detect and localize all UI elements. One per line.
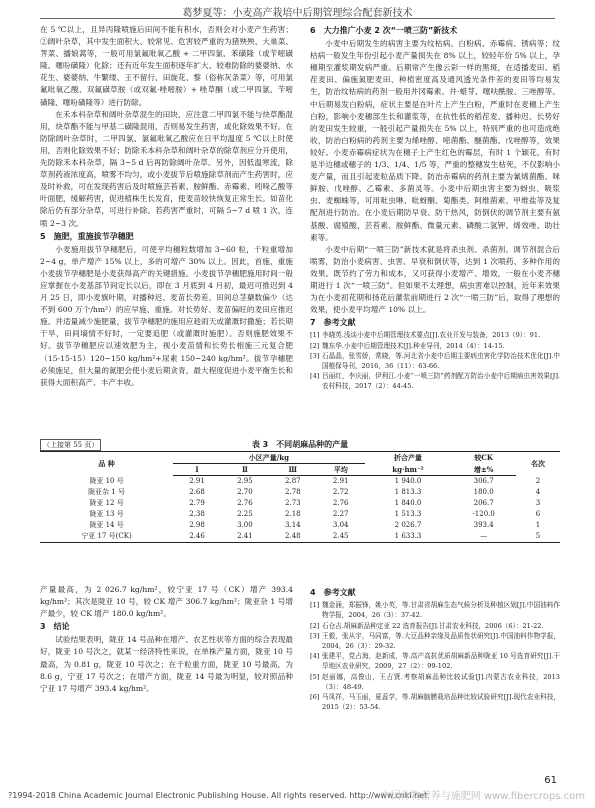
table-cell: 2.70 — [237, 488, 253, 496]
table-cell: 393.4 — [473, 521, 494, 529]
section-heading: 5 施肥，重施拔节孕穗肥 — [40, 231, 134, 241]
reference-item — [310, 672, 560, 692]
running-header: 葛梦夏等：小麦高产栽培中后期管理综合配套新技术 — [182, 8, 413, 19]
table-cell: 180.0 — [473, 488, 494, 496]
table-row — [40, 520, 560, 531]
reference-item — [310, 600, 560, 620]
table-cell: 4 — [535, 488, 541, 496]
section-heading: 6 大力推广小麦 2 次“一喷三防”新技术 — [310, 26, 458, 35]
header-rule — [40, 18, 555, 19]
reference-text: 魏金涌，郑振锋，姚小英，等.甘肃省胡麻生态气候分析及种植区划[J].中国油料作物学报，2004，26（3）：37-42. — [322, 601, 560, 620]
table-cell: 2.79 — [189, 499, 205, 507]
table-cell: 5 — [516, 531, 560, 543]
reference-text: 李晓英.浅谈小麦中后期管理技术要点[J].农业开发与装备，2013（9）：91. — [322, 331, 541, 340]
table-cell: 2.95 — [237, 477, 253, 485]
reference-number: [4] — [310, 372, 320, 381]
table-row — [40, 509, 560, 520]
table-cell: 2.98 — [189, 521, 205, 529]
table-cell: 1 940.0 — [394, 477, 422, 485]
body-paragraph: 在禾本科杂草和阔叶杂草混生的田块，应注意二甲四氯不能与炔草酯混用，炔草酯不能与甲基二磺隆混用，否则易发生药害，或化除效果不好。在防除阔叶杂草时，二甲四氯、氯氟吡氧乙酸应在日平均温度 5 ℃以上时使用，否则化除效果不好；防除禾本科杂草和阔叶杂草的除草剂应分开使用，先防除禾本科杂草，隔 3~5 d 后再防除阔叶杂草。另外，因低温寒流，除草剂药液浓度高，喷雾不均匀，或小麦拔节后喷施除草剂而产生药害时，应及时补救，可在发现药害后及时喷施芸苔素、胺鲜酯、赤霉素、吲哚乙酸等叶面肥，缓解药害，促进植株生长发育，使麦苗较快恢复正常生长。如苗化除后仍有部分杂草，可进行补除。若药害严重时，可隔 5~7 d 喷 1 次，连喷 2~3 次。 — [40, 109, 293, 228]
table-cell: 1 813.3 — [394, 488, 422, 496]
reference-item — [310, 371, 560, 391]
col-yield-unit: kg·hm⁻² — [365, 464, 452, 476]
table-cell: 2.25 — [237, 510, 253, 518]
reference-number: [3] — [310, 351, 320, 360]
table-cell: 陇亚 13 号 — [89, 510, 124, 518]
table-cell: 2.48 — [269, 531, 317, 543]
table-cell: 2.73 — [285, 499, 301, 507]
col-rep-1: Ⅰ — [173, 464, 221, 476]
table-cell: 306.7 — [473, 477, 494, 485]
table-row — [40, 531, 560, 543]
table-cell: 2.45 — [317, 531, 365, 543]
reference-number: [2] — [310, 621, 320, 630]
table-cell: 陇亚 10 号 — [89, 476, 124, 485]
table-cell: 2.41 — [221, 531, 269, 543]
continued-label: （上接第 55 页） — [40, 439, 101, 451]
table-row — [40, 476, 560, 488]
watermark: 中国作物营养与施肥网 www.fibercrops.com — [380, 791, 585, 802]
table-cell: 陇亚 14 号 — [89, 521, 124, 529]
reference-text: 赵丽娜，高俊山，王占贤.考察胡麻品种比较试验[J].内蒙古农业科技，2013（3）：48-49. — [322, 672, 560, 691]
col-diff: 较CK — [451, 452, 516, 464]
yield-table-block — [40, 439, 560, 543]
reference-number: [3] — [310, 631, 320, 640]
table-cell: 2.46 — [173, 531, 221, 543]
body-paragraph: 小麦中后期发生的病害主要为纹枯病、白粉病、赤霉病、锈病等；纹枯病一般发生年份引起小麦产量损失在 8% 以上，较轻年份 5% 以上，孕穗期至灌浆期发病严重。后期常产生像云彩一样的黑斑，在适播麦田、稻茬麦田、偏施氮肥麦田、种植密度高及通风透光条件差的麦田等均易发生，防治纹枯病的药剂一般用井冈霉素、井·蜡芽、噻呋酰胺、三唑醇等。中后期易发白粉病，症状主要是在叶片上产生白粉，严重时在麦穗上产生白粉，影响小麦穗部生长和灌浆等，在抗性低的稻茬麦、播种迟、长势好的麦田发生较重，一般引起产量损失在 5% 以上，特别严重的也可造成绝收，防治白粉病的药剂主要为烯唑醇、嘧菌酯、醚菌酯、戊唑醇等，效果较好。小麦赤霉病症状为在穗子上产生红色的霉层，有时 1 个颖花，有时是半边穗或穗子的 1/3、1/4、1/5 等，严重的整穗发生枯死，不仅影响小麦产量，而且引起麦粒品质下降。防治赤霉病的药剂主要为氰烯菌酯、咪鲜胺、戊唑醇、乙霉素、多菌灵等。小麦中后期虫害主要为蚜虫、吸浆虫、麦蜘蛛等，可用吡虫啉、吡蚜酮、菊酯类、阿维菌素、甲维盐等及复配剂进行防治。在小麦后期防早衰、防干热风，防倒伏的调节剂主要有氨基酸、腐殖酸、芸苔素、胺鲜酯、微量元素、磷酸二氢钾、烯效唑、助壮素等。 — [310, 39, 560, 242]
lower-right-column — [310, 586, 560, 712]
reference-number: [2] — [310, 341, 320, 350]
lower-left-column — [40, 584, 293, 695]
table-cell: 宁亚 17 号(CK) — [40, 531, 173, 543]
table-cell: 陇亚 12 号 — [89, 499, 124, 507]
col-avg: 平均 — [317, 464, 365, 476]
table-cell: 陇亚杂 1 号 — [88, 488, 125, 496]
body-paragraph: 试验结果表明，陇亚 14 号品种在增产、农艺性状等方面的综合表现最好，陇亚 10 号次之，就某一经济特性来说，在单株产量方面，陇亚 10 号最高，为 0.81 g，陇亚 10 号次之；在千粒重方面，陇亚 10 号最高，为 8.6 g，宁亚 17 号次之；在增产方面，陇亚 14 号最为明显，较对照品种宁亚 17 号增产 393.4 kg/hm²。 — [40, 635, 293, 693]
reference-text: 石晶晶，张雪娇，常晓，等.河北省小麦中后期主要病虫害化学防治技术优化[J].中国植保导刊，2016，36（11）：63-66. — [322, 351, 560, 370]
col-rep-2: Ⅱ — [221, 464, 269, 476]
reference-item — [310, 621, 560, 631]
reference-number: [5] — [310, 672, 320, 681]
yield-table — [40, 451, 560, 543]
reference-text: 吕丽红，李庆丽，伊利江.小麦“一喷三防”药剂配方防治小麦中后期病虫害效果[J].农村科技，2017（2）：44-45. — [322, 372, 560, 391]
col-yield: 折合产量 — [365, 452, 452, 464]
body-paragraph: 小麦中后期“一喷三防”新技术就是将杀虫剂、杀菌剂、调节剂混合后喷雾，防治小麦病害、虫害、早衰和倒伏等，达到 1 次喷药、多种作用的效果。既节约了劳力和成本，又可获得小麦增产、增效，一般在小麦齐穗期进行 1 次“一喷三防”。但如果不太理想，病虫害难以控制，近年来效果为在小麦初花期和扬花后灌浆前期进行 2 次“一喷三防”后，取得了理想的效果，使小麦平均增产 10% 以上。 — [310, 244, 560, 315]
reference-item — [310, 631, 560, 651]
table-cell: 3.14 — [285, 521, 301, 529]
col-rank: 名次 — [516, 452, 560, 476]
table-cell: 1 633.3 — [365, 531, 452, 543]
table-cell: 2.76 — [237, 499, 253, 507]
col-plot-yield: 小区产量/kg — [173, 452, 365, 464]
references-heading: 4 参考文献 — [310, 588, 356, 597]
table-cell: 2.91 — [332, 477, 349, 485]
table-cell: 2.78 — [285, 488, 301, 496]
col-variety: 品 种 — [40, 452, 173, 476]
table-title: 表 3 不同胡麻品种的产量 — [251, 440, 349, 449]
reference-text: 张建平，党占海，赵新成，等.高产高抗优质胡麻新品种陇亚 10 号选育研究[J].干旱地区农业研究，2009，27（2）：99-102. — [322, 652, 560, 671]
table-cell: 2.87 — [285, 477, 301, 485]
table-cell: 2.76 — [332, 499, 349, 507]
table-cell: 2.38 — [189, 510, 205, 518]
reference-text: 王毅，张从宇，马同富，等.大豆品种亲缘及品质性状研究[J].中国油料作物学报，2004，26（3）：29-32. — [322, 631, 560, 650]
table-cell: 2.72 — [332, 488, 349, 496]
table-cell: 1 513.3 — [394, 510, 422, 518]
table-cell: 2 — [535, 476, 541, 485]
table-cell: 3 — [535, 499, 541, 507]
copyright-footer: ?1994-2018 China Academic Journal Electronic Publishing House. All rights reserved. http://www.cnki.net — [8, 791, 428, 800]
table-cell: 1 — [535, 521, 541, 529]
reference-text: 马凤祥，马玉丽，夏蕊学，等.胡麻脑膜栽培品种比较试验研究[J].现代农业科技，2015（2）：53-54. — [322, 692, 560, 712]
page-number: 61 — [544, 775, 557, 786]
table-cell: 2.18 — [285, 510, 301, 518]
reference-item — [310, 330, 560, 340]
reference-number: [6] — [310, 692, 320, 701]
reference-item — [310, 341, 560, 351]
table-cell: 2 026.7 — [394, 521, 422, 529]
table-cell: 2.27 — [332, 510, 349, 518]
table-cell: 6 — [535, 510, 541, 518]
table-cell: 2.68 — [189, 488, 205, 496]
table-cell: — — [451, 531, 516, 543]
references-heading: 7 参考文献 — [310, 318, 356, 328]
table-cell: 3.00 — [237, 521, 253, 529]
reference-item — [310, 651, 560, 671]
reference-item — [310, 692, 560, 712]
reference-text: 石仓吉.胡麻新品种定亚 22 选育报告[J].甘肃农业科技，2006（6）：21-22. — [322, 621, 544, 630]
right-column — [310, 24, 560, 392]
reference-item — [310, 351, 560, 371]
table-cell: 1 840.0 — [394, 499, 422, 507]
section-heading: 3 结论 — [40, 622, 70, 632]
table-cell: 3.04 — [332, 521, 349, 529]
reference-text: 魏东华.小麦中后期管理技术[J].种业导刊，2014（4）：14-15. — [322, 341, 505, 350]
reference-number: [1] — [310, 331, 320, 340]
body-paragraph: 小麦施用拔节孕穗肥后，可使平均穗粒数增加 3~60 粒，千粒重增加 2~4 g，单产增产 15% 以上，多的可增产 30% 以上。因此，首施、重施小麦拔节孕穗肥是小麦获得高产的关键措施。小麦拔节孕穗肥施用时间一般应掌握在小麦基部节间定长以后，即在 3 月底到 4 月初，最迟可推迟到 4 月 25 日，即小麦旗叶期，对播种迟、麦苗长势差、田间总茎蘖数偏少（达不到 600 万个/hm²）的应早施、重施。对长势好、麦苗偏旺的麦田应推迟施、并适量减少施肥量，拔节孕穗肥的施用应趁雨天或灌溉时撒施；若长期干旱，田间墒情不好时，一定要追肥（或灌溉时施肥）。否则施肥效果不好。拔节孕穗肥应以速效肥为主，视小麦苗情和长势长相施三元复合肥（15-15-15）120~150 kg/hm²+尿素 150~240 kg/hm²。拔节孕穗肥必须施足，但大量的氮肥会使小麦后期贪青，最大程度促进小麦平衡生长和获得大面积高产、丰产丰收。 — [40, 244, 293, 387]
body-paragraph: 产量最高，为 2 026.7 kg/hm²，较宁亚 17 号（CK）增产 393.4 kg/hm²；其次是陇亚 10 号，较 CK 增产 306.7 kg/hm²；陇亚杂 1 号增产最少，较 CK 增产 180.0 kg/hm²。 — [40, 585, 293, 619]
table-cell: 206.7 — [473, 499, 494, 507]
reference-number: [1] — [310, 601, 320, 610]
col-diff-unit: 增±% — [451, 464, 516, 476]
body-paragraph: 在 5 ℃以上，且异丙隆喷施后田间不能有积水，否则会对小麦产生药害；②阔叶杂草，其中发生面积大、较常见、危害较严重的为猪殃殃、大巢菜、荠菜、播娘蒿等，一般可用氯氟吡氧乙酸 + 二甲四氯、苯磺隆（或苄嘧磺隆、噻吩磺隆）化除；还有近年发生面积逐年扩大、较难防除的婆婆纳、水花生、婆婆纳、牛繁缕、王不留行、田旋花、黎（俗称灰条菜）等，可用氯氟吡氧乙酸、双氟磺草胺（或双氟·唑嘧胺）+ 唑草酮（或二甲四氯、苄嘧磺隆、噻吩磺隆等）进行防除。 — [40, 25, 293, 107]
table-cell: -120.0 — [472, 510, 495, 518]
col-rep-3: Ⅲ — [269, 464, 317, 476]
table-cell: 2.91 — [189, 477, 205, 485]
reference-number: [4] — [310, 652, 320, 661]
table-row — [40, 487, 560, 498]
left-column — [40, 24, 293, 389]
table-row — [40, 498, 560, 509]
